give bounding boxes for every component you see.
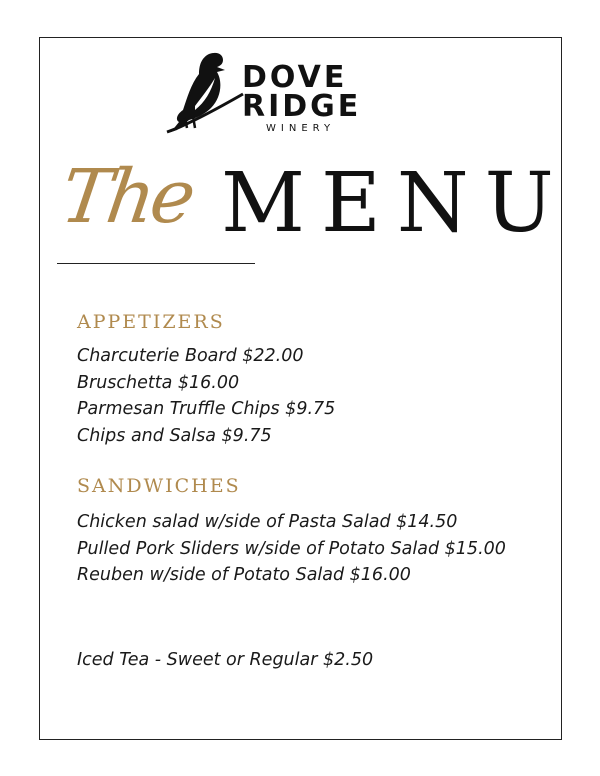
logo-text-ridge: RIDGE (242, 89, 362, 124)
logo-text-dove: DOVE (242, 60, 348, 95)
section-title-sandwiches: SANDWICHES (77, 475, 241, 497)
drink-item: Iced Tea - Sweet or Regular $2.50 (77, 650, 374, 670)
heading-menu: MENU (221, 156, 570, 251)
section-title-appetizers: APPETIZERS (77, 311, 225, 333)
list-item: Reuben w/side of Potato Salad $16.00 (77, 565, 411, 585)
logo-text-winery: WINERY (266, 123, 336, 134)
heading-underline (57, 263, 255, 264)
dove-bird-icon (165, 48, 245, 138)
list-item: Pulled Pork Sliders w/side of Potato Salad $15.00 (77, 538, 506, 559)
appetizers-list (77, 343, 335, 449)
list-item: Chicken salad w/side of Pasta Salad $14.50 (77, 512, 458, 532)
list-item: Chips and Salsa $9.75 (77, 425, 272, 446)
list-item: Bruschetta $16.00 (77, 372, 240, 393)
heading-script-the: The (55, 154, 197, 240)
list-item: Charcuterie Board $22.00 (77, 346, 304, 366)
dove-ridge-logo (165, 48, 365, 138)
list-item: Parmesan Truffle Chips $9.75 (77, 399, 336, 419)
sandwiches-list (77, 509, 506, 589)
